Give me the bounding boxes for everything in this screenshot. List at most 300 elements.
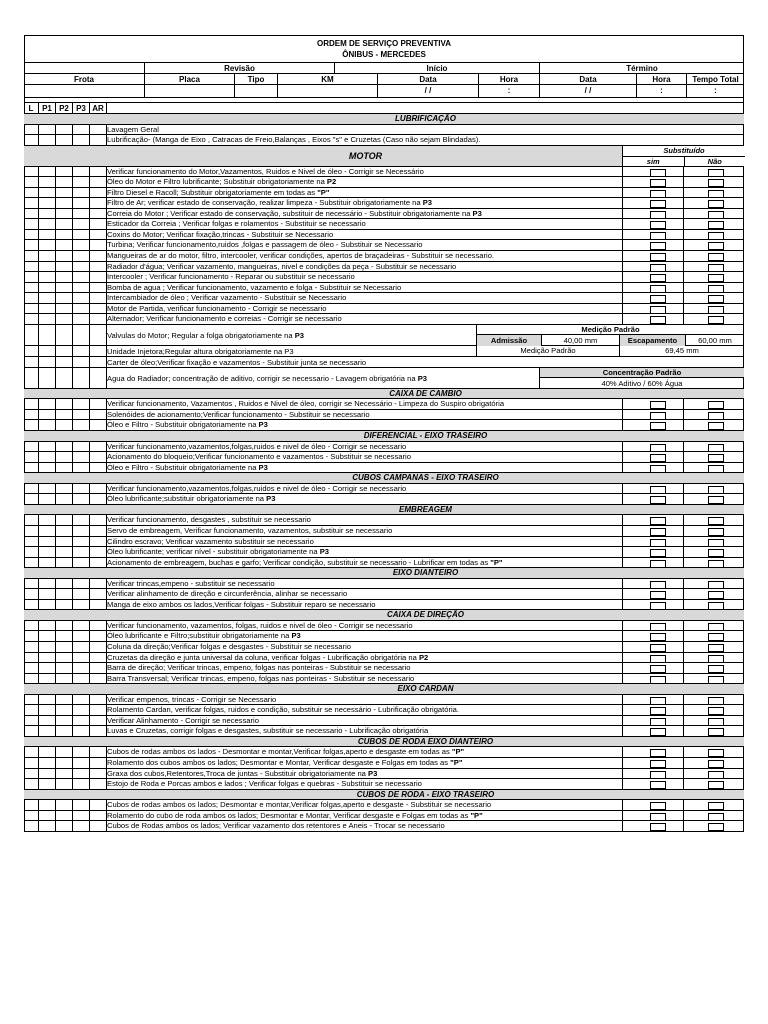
title-block — [24, 35, 744, 63]
substituido-divider — [622, 188, 623, 198]
checklist-item — [24, 219, 744, 230]
sim-checkbox[interactable] — [650, 718, 666, 726]
substituido-divider — [622, 177, 623, 187]
check-column-divider — [55, 716, 56, 726]
item-text — [107, 779, 622, 789]
check-column-divider — [55, 240, 56, 250]
nao-checkbox[interactable] — [708, 295, 724, 303]
check-column-divider — [89, 325, 90, 345]
nao-checkbox[interactable] — [708, 623, 724, 631]
check-column-divider — [89, 283, 90, 293]
substituido-divider — [683, 484, 684, 494]
check-column-divider — [55, 283, 56, 293]
check-column-divider — [72, 325, 73, 345]
sim-checkbox[interactable] — [650, 264, 666, 272]
substituido-divider — [622, 420, 623, 430]
substituido-divider — [622, 589, 623, 599]
nao-checkbox[interactable] — [708, 781, 724, 789]
item-text — [107, 399, 622, 409]
sim-checkbox[interactable] — [650, 581, 666, 589]
checklist-item — [24, 769, 744, 780]
check-column-divider — [89, 410, 90, 420]
checklist-item — [24, 800, 744, 811]
nao-checkbox[interactable] — [708, 728, 724, 736]
escapamento-value: 60,00 mm — [685, 335, 744, 346]
section-title: EIXO DIANTEIRO — [392, 568, 459, 578]
col-l-label: L — [28, 104, 34, 113]
check-column-divider — [38, 219, 39, 229]
check-column-divider — [89, 177, 90, 187]
substituido-divider — [683, 399, 684, 409]
sim-checkbox[interactable] — [650, 454, 666, 462]
check-column-divider — [55, 800, 56, 810]
header-row-1 — [24, 63, 744, 74]
unidade-medicao-value: 69,45 mm — [619, 346, 744, 357]
checklist-item-special — [24, 357, 744, 368]
sim-checkbox[interactable] — [650, 169, 666, 177]
item-emphasis: P3 — [417, 373, 427, 383]
sim-checkbox[interactable] — [650, 781, 666, 789]
sim-checkbox[interactable] — [650, 528, 666, 536]
check-column-divider — [55, 695, 56, 705]
sim-checkbox[interactable] — [650, 676, 666, 684]
item-text — [107, 800, 622, 810]
nao-checkbox[interactable] — [708, 581, 724, 589]
check-column-divider — [89, 219, 90, 229]
nao-checkbox[interactable] — [708, 760, 724, 768]
sim-checkbox[interactable] — [650, 190, 666, 198]
checklist-item — [24, 442, 744, 453]
substituido-divider — [622, 800, 623, 810]
check-column-divider — [72, 558, 73, 568]
item-description: Lavagem Geral — [107, 124, 159, 134]
tempo-total-field[interactable]: : — [686, 85, 744, 97]
check-column-divider — [38, 494, 39, 504]
check-column-divider — [89, 769, 90, 779]
check-column-divider — [55, 167, 56, 177]
placa-field[interactable] — [144, 85, 234, 97]
check-column-divider — [38, 177, 39, 187]
substituido-divider — [622, 272, 623, 282]
item-description: Cruzetas da direção e junta universal da coluna, verificar folgas - Lubrificação obrigatória na — [107, 652, 419, 662]
substituido-divider — [622, 558, 623, 568]
substituido-divider — [622, 811, 623, 821]
substituido-divider — [683, 230, 684, 240]
nao-checkbox[interactable] — [708, 633, 724, 641]
check-column-divider — [89, 621, 90, 631]
nao-checkbox[interactable] — [708, 771, 724, 779]
sim-checkbox[interactable] — [650, 465, 666, 473]
item-text — [107, 420, 622, 430]
sim-checkbox[interactable] — [650, 813, 666, 821]
substituido-divider — [683, 240, 684, 250]
substituido-divider — [622, 442, 623, 452]
nao-checkbox[interactable] — [708, 221, 724, 229]
checklist-item — [24, 674, 744, 685]
section-header — [24, 431, 744, 442]
nao-checkbox[interactable] — [708, 676, 724, 684]
check-column-divider — [72, 251, 73, 261]
check-column-divider — [38, 800, 39, 810]
sim-checkbox[interactable] — [650, 602, 666, 610]
checklist-item — [24, 314, 744, 325]
substituido-label: Substituído — [663, 145, 705, 155]
nao-checkbox[interactable] — [708, 813, 724, 821]
item-text — [107, 579, 622, 589]
item-description: Verificar funcionamento,vazamentos,folgas,ruidos e nivel de óleo - Corrigir se necessario — [107, 441, 407, 451]
substituido-divider — [622, 695, 623, 705]
sim-checkbox[interactable] — [650, 539, 666, 547]
check-column-divider — [38, 642, 39, 652]
check-column-divider — [89, 758, 90, 768]
substituido-divider — [622, 463, 623, 473]
sim-checkbox[interactable] — [650, 771, 666, 779]
inicio-data-label: Data — [377, 74, 478, 84]
item-emphasis: P3 — [319, 547, 330, 557]
termino-hora-field[interactable]: : — [636, 85, 686, 97]
nao-label: Não — [684, 157, 746, 167]
check-column-divider — [55, 219, 56, 229]
check-column-divider — [55, 420, 56, 430]
termino-hora-label: Hora — [636, 74, 686, 84]
nao-checkbox[interactable] — [708, 602, 724, 610]
item-emphasis: "P" — [470, 810, 483, 820]
nao-checkbox[interactable] — [708, 179, 724, 187]
sim-checkbox[interactable] — [650, 401, 666, 409]
check-column-divider — [89, 674, 90, 684]
col-p2-label: P2 — [55, 103, 72, 113]
substituido-divider — [683, 695, 684, 705]
substituido-divider — [683, 410, 684, 420]
nao-checkbox[interactable] — [708, 655, 724, 663]
inicio-label: Início — [334, 63, 539, 73]
inicio-hora-field[interactable]: : — [478, 85, 539, 97]
nao-checkbox[interactable] — [708, 200, 724, 208]
item-text — [107, 515, 622, 525]
check-column-divider — [72, 420, 73, 430]
sim-nao-labels — [623, 156, 745, 167]
inicio-data-field[interactable]: / / — [377, 85, 478, 97]
sim-checkbox[interactable] — [650, 221, 666, 229]
check-column-divider — [55, 198, 56, 208]
check-column-divider — [89, 547, 90, 557]
nao-checkbox[interactable] — [708, 232, 724, 240]
sim-checkbox[interactable] — [650, 549, 666, 557]
col-p3-label: P3 — [72, 103, 89, 113]
nao-checkbox[interactable] — [708, 496, 724, 504]
substituido-divider — [622, 304, 623, 314]
item-description: Coxins do Motor; Verificar fixação,trincas - Substituir se Necessario — [107, 229, 334, 239]
substituido-divider — [622, 240, 623, 250]
checklist-item-special — [24, 346, 744, 357]
check-column-divider — [55, 579, 56, 589]
check-column-divider — [55, 325, 56, 345]
item-text — [107, 452, 622, 462]
sim-checkbox[interactable] — [650, 760, 666, 768]
nao-checkbox[interactable] — [708, 316, 724, 324]
nao-checkbox[interactable] — [708, 549, 724, 557]
sim-checkbox[interactable] — [650, 242, 666, 250]
nao-checkbox[interactable] — [708, 169, 724, 177]
sim-checkbox[interactable] — [650, 179, 666, 187]
sim-checkbox[interactable] — [650, 802, 666, 810]
substituido-divider — [683, 304, 684, 314]
check-column-divider — [38, 526, 39, 536]
check-column-divider — [38, 251, 39, 261]
check-column-divider — [89, 399, 90, 409]
checklist-item — [24, 621, 744, 632]
check-column-divider — [38, 484, 39, 494]
section-header — [24, 568, 744, 579]
checklist-item — [24, 399, 744, 410]
item-description: Barra de direção; Verificar trincas, empeno, folgas nas ponteiras - Substituir se necessario — [107, 663, 411, 673]
sim-checkbox[interactable] — [650, 200, 666, 208]
check-column-divider — [55, 705, 56, 715]
item-text — [107, 716, 622, 726]
nao-checkbox[interactable] — [708, 539, 724, 547]
sim-checkbox[interactable] — [650, 591, 666, 599]
medicao-padrao-label: Medição Padrão — [476, 325, 744, 335]
nao-checkbox[interactable] — [708, 422, 724, 430]
nao-checkbox[interactable] — [708, 444, 724, 452]
sim-checkbox[interactable] — [650, 644, 666, 652]
checklist-item — [24, 240, 744, 251]
checklist-item — [24, 262, 744, 273]
sim-checkbox[interactable] — [650, 560, 666, 568]
nao-checkbox[interactable] — [708, 528, 724, 536]
check-column-divider — [89, 135, 90, 145]
nao-checkbox[interactable] — [708, 560, 724, 568]
check-column-divider — [72, 262, 73, 272]
check-column-divider — [89, 558, 90, 568]
item-text — [107, 410, 622, 420]
sim-checkbox[interactable] — [650, 253, 666, 261]
nao-checkbox[interactable] — [708, 190, 724, 198]
nao-checkbox[interactable] — [708, 454, 724, 462]
item-text — [107, 747, 622, 757]
item-text — [107, 821, 622, 831]
sim-checkbox[interactable] — [650, 665, 666, 673]
sim-checkbox[interactable] — [650, 274, 666, 282]
checklist-item — [24, 167, 744, 178]
check-column-divider — [72, 537, 73, 547]
item-emphasis: "P" — [450, 757, 463, 767]
substituido-divider — [683, 769, 684, 779]
check-column-divider — [89, 821, 90, 831]
substituido-divider — [622, 283, 623, 293]
check-column-divider — [89, 272, 90, 282]
check-column-divider — [89, 779, 90, 789]
check-column-divider — [72, 621, 73, 631]
check-column-divider — [89, 695, 90, 705]
check-column-divider — [38, 674, 39, 684]
sim-checkbox[interactable] — [650, 285, 666, 293]
nao-checkbox[interactable] — [708, 517, 724, 525]
nao-checkbox[interactable] — [708, 306, 724, 314]
checklist-item — [24, 663, 744, 674]
section-header — [24, 737, 744, 748]
substituido-divider — [683, 262, 684, 272]
item-description: Acionamento de embreagem, buchas e garfo; Verificar condição, substituir se necessario - Lubrificar em todas as — [107, 557, 491, 567]
check-column-divider — [38, 272, 39, 282]
section-title: CUBOS CAMPANAS - EIXO TRASEIRO — [352, 473, 499, 483]
substituido-divider — [683, 663, 684, 673]
sim-checkbox[interactable] — [650, 823, 666, 831]
item-text — [107, 526, 622, 536]
check-column-divider — [38, 314, 39, 324]
checklist-item — [24, 705, 744, 716]
nao-checkbox[interactable] — [708, 697, 724, 705]
check-column-divider — [38, 198, 39, 208]
sim-checkbox[interactable] — [650, 697, 666, 705]
check-column-divider — [89, 420, 90, 430]
inicio-hora-label: Hora — [478, 74, 539, 84]
nao-checkbox[interactable] — [708, 823, 724, 831]
item-description: Óleo lubrificante;substituir obrigatoriamente na — [107, 494, 267, 504]
nao-checkbox[interactable] — [708, 802, 724, 810]
sim-checkbox[interactable] — [650, 633, 666, 641]
km-field[interactable] — [277, 85, 377, 97]
check-column-divider — [89, 494, 90, 504]
placa-label: Placa — [144, 74, 234, 84]
escapamento-label: Escapamento — [619, 335, 685, 346]
section-header — [24, 473, 744, 484]
check-column-divider — [55, 547, 56, 557]
substituido-divider — [683, 283, 684, 293]
nao-checkbox[interactable] — [708, 465, 724, 473]
item-text — [107, 251, 622, 261]
nao-checkbox[interactable] — [708, 591, 724, 599]
nao-checkbox[interactable] — [708, 486, 724, 494]
nao-checkbox[interactable] — [708, 242, 724, 250]
km-label: KM — [277, 74, 377, 84]
item-text — [107, 663, 622, 673]
check-column-divider — [55, 674, 56, 684]
sim-checkbox[interactable] — [650, 412, 666, 420]
nao-checkbox[interactable] — [708, 644, 724, 652]
substituido-divider — [622, 547, 623, 557]
substituido-divider — [683, 716, 684, 726]
substituido-divider — [622, 293, 623, 303]
substituido-divider — [683, 674, 684, 684]
check-column-divider — [72, 800, 73, 810]
nao-checkbox[interactable] — [708, 749, 724, 757]
substituido-divider — [622, 399, 623, 409]
sim-checkbox[interactable] — [650, 517, 666, 525]
check-column-divider — [38, 262, 39, 272]
tipo-field[interactable] — [234, 85, 277, 97]
checklist-item — [24, 589, 744, 600]
item-description: Manga de eixo ambos os lados,Verificar folgas - Substituir reparo se necessario — [107, 599, 376, 609]
substituido-divider — [622, 631, 623, 641]
sim-checkbox[interactable] — [650, 707, 666, 715]
sim-checkbox[interactable] — [650, 496, 666, 504]
checklist-item-special — [24, 368, 744, 389]
sim-checkbox[interactable] — [650, 306, 666, 314]
check-column-divider — [38, 547, 39, 557]
sim-checkbox[interactable] — [650, 316, 666, 324]
item-description: Luvas e Cruzetas, corrigir folgas e desgastes, substituir se necessario - Lubrificação obrigatória — [107, 726, 429, 736]
column-labels-row — [24, 103, 744, 114]
substituido-divider — [683, 779, 684, 789]
substituido-divider — [683, 420, 684, 430]
item-emphasis: P3 — [472, 208, 482, 218]
sim-checkbox[interactable] — [650, 655, 666, 663]
substituido-divider — [683, 653, 684, 663]
item-description: Verificar empenos, trincas - Corrigir se Necessario — [107, 694, 277, 704]
nao-checkbox[interactable] — [708, 285, 724, 293]
sim-checkbox[interactable] — [650, 232, 666, 240]
item-description: Óleo lubrificante e Filtro;substituir obrigatoriamente na — [107, 631, 292, 641]
checklist-item — [24, 272, 744, 283]
check-column-divider — [72, 600, 73, 610]
termino-data-field[interactable]: / / — [539, 85, 636, 97]
check-column-divider — [55, 463, 56, 473]
section-title: CAIXA DE CAMBIO — [389, 388, 462, 398]
section-header — [24, 389, 744, 400]
nao-checkbox[interactable] — [708, 274, 724, 282]
check-column-divider — [89, 800, 90, 810]
check-column-divider — [72, 230, 73, 240]
check-column-divider — [38, 663, 39, 673]
checklist-item-special — [24, 325, 744, 346]
check-column-divider — [72, 653, 73, 663]
check-column-divider — [55, 230, 56, 240]
nao-checkbox[interactable] — [708, 211, 724, 219]
frota-field[interactable] — [24, 85, 144, 97]
substituido-divider — [622, 821, 623, 831]
nao-checkbox[interactable] — [708, 665, 724, 673]
nao-checkbox[interactable] — [708, 264, 724, 272]
sim-checkbox[interactable] — [650, 422, 666, 430]
sim-checkbox[interactable] — [650, 444, 666, 452]
sim-checkbox[interactable] — [650, 295, 666, 303]
item-description: Rolamento dos cubos ambos os lados; Desmontar e Montar, Verificar desgaste e Folgas em todas as — [107, 757, 451, 767]
item-description: Verificar alinhamento de direção e circunferência, alinhar se necessario — [107, 589, 348, 599]
check-column-divider — [38, 463, 39, 473]
sim-checkbox[interactable] — [650, 486, 666, 494]
nao-checkbox[interactable] — [708, 412, 724, 420]
substituido-divider — [683, 800, 684, 810]
admissao-label: Admissão — [476, 335, 541, 346]
sim-checkbox[interactable] — [650, 623, 666, 631]
sim-checkbox[interactable] — [650, 728, 666, 736]
check-column-divider — [89, 600, 90, 610]
sim-checkbox[interactable] — [650, 211, 666, 219]
termino-data-label: Data — [539, 74, 636, 84]
item-description: Barra Transversal; Verificar trincas, empeno, folgas nas ponteiras - Substituir se necessario — [107, 673, 415, 683]
sim-checkbox[interactable] — [650, 749, 666, 757]
checklist-item — [24, 642, 744, 653]
check-column-divider — [38, 125, 39, 135]
checklist-item — [24, 494, 744, 505]
check-column-divider — [89, 716, 90, 726]
substituido-divider — [683, 758, 684, 768]
item-text — [107, 484, 622, 494]
check-column-divider — [38, 209, 39, 219]
nao-checkbox[interactable] — [708, 401, 724, 409]
section-header — [24, 684, 744, 695]
section-header — [24, 790, 744, 801]
item-description: Valvulas do Motor; Regular a folga obrigatoriamente na — [107, 330, 295, 340]
checklist-item — [24, 779, 744, 790]
item-description: Coluna da direção;Verificar folgas e desgastes - Substituir se necessario — [107, 641, 351, 651]
nao-checkbox[interactable] — [708, 707, 724, 715]
nao-checkbox[interactable] — [708, 718, 724, 726]
item-text — [107, 631, 622, 641]
item-text — [107, 537, 622, 547]
nao-checkbox[interactable] — [708, 253, 724, 261]
